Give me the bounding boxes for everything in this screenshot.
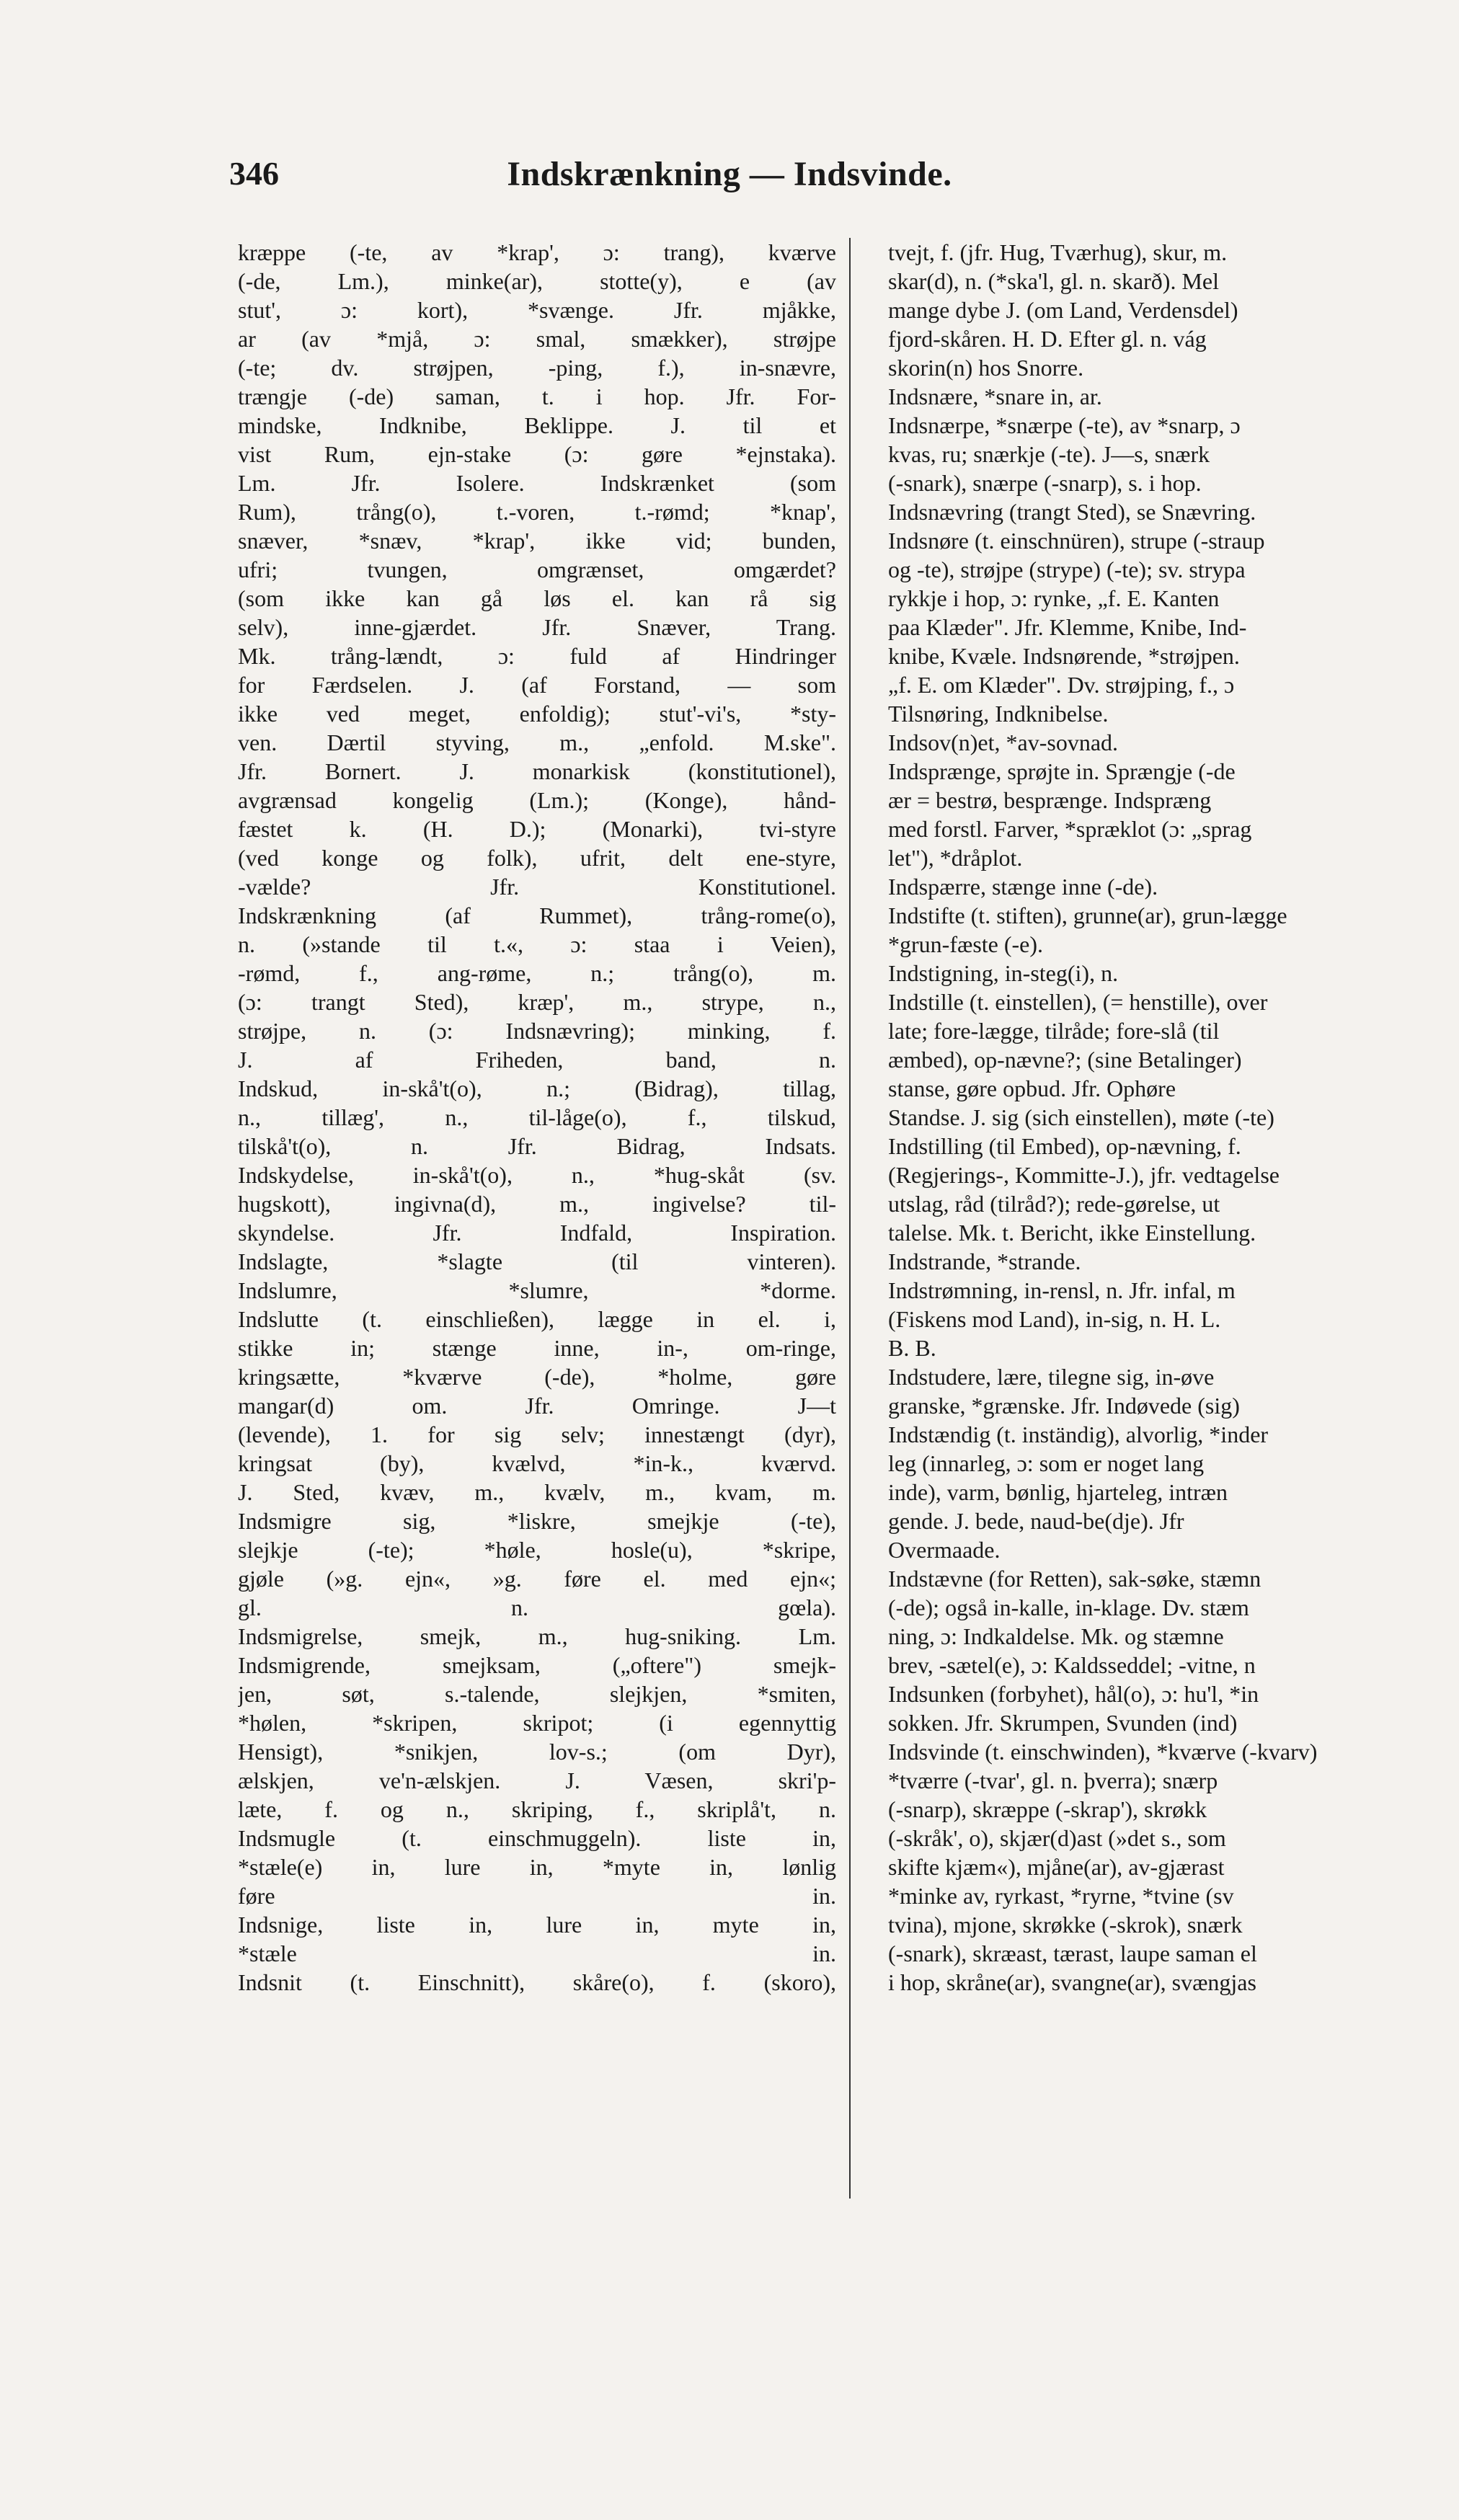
text-line: Indsmigrelse, smejk, m., hug-sniking. Lm. [238, 1623, 836, 1649]
text-line: let"), *dråplot. [888, 845, 1023, 871]
text-line: Indsunken (forbyhet), hål(o), ɔ: hu'l, *in [888, 1681, 1259, 1707]
text-line: (Fiskens mod Land), in-sig, n. H. L. [888, 1306, 1221, 1332]
text-line: (ved konge og folk), ufrit, delt ene-styre, [238, 845, 836, 871]
text-line: -rømd, f., ang-røme, n.; trång(o), m. [238, 960, 836, 986]
text-line: i hop, skråne(ar), svangne(ar), svængjas [888, 1969, 1256, 1995]
text-line: (-snark), snærpe (-snarp), s. i hop. [888, 470, 1202, 496]
text-line: Indskrænkning (af Rummet), trång-rome(o), [238, 902, 836, 928]
column-rule [849, 238, 851, 2199]
text-line: tilskå't(o), n. Jfr. Bidrag, Indsats. [238, 1133, 836, 1159]
text-line: *stæle(e) in, lure in, *myte in, lønlig [238, 1854, 836, 1880]
text-line: Indsprænge, sprøjte in. Sprængje (-de [888, 758, 1236, 784]
text-line: (Regjerings-, Kommitte-J.), jfr. vedtagelse [888, 1162, 1280, 1188]
left-column [238, 238, 836, 2184]
text-line: stanse, gøre opbud. Jfr. Ophøre [888, 1075, 1176, 1101]
text-line: selv), inne-gjærdet. Jfr. Snæver, Trang. [238, 614, 836, 640]
text-line: fjord-skåren. H. D. Efter gl. n. vág [888, 326, 1207, 352]
text-line: *minke av, ryrkast, *ryrne, *tvine (sv [888, 1883, 1234, 1909]
text-line: *hølen, *skripen, skripot; (i egennyttig [238, 1710, 836, 1736]
text-line: sokken. Jfr. Skrumpen, Svunden (ind) [888, 1710, 1238, 1736]
page-number: 346 [229, 155, 279, 192]
text-line: Indskydelse, in-skå't(o), n., *hug-skåt (sv. [238, 1162, 836, 1188]
text-line: kræppe (-te, av *krap', ɔ: trang), kværve [238, 239, 836, 265]
text-line: late; fore-lægge, tilråde; fore-slå (til [888, 1018, 1220, 1044]
text-line: Indstifte (t. stiften), grunne(ar), grun-lægge [888, 902, 1287, 928]
text-line: trængje (-de) saman, t. i hop. Jfr. For- [238, 383, 836, 409]
text-line: Indslagte, *slagte (til vinteren). [238, 1248, 836, 1274]
text-line: avgrænsad kongelig (Lm.); (Konge), hånd- [238, 787, 836, 813]
text-line: ælskjen, ve'n-ælskjen. J. Væsen, skri'p- [238, 1767, 836, 1793]
text-line: inde), varm, bønlig, hjarteleg, intræn [888, 1479, 1228, 1505]
text-line: læte, f. og n., skriping, f., skriplå't, n. [238, 1796, 836, 1822]
text-line: kvas, ru; snærkje (-te). J—s, snærk [888, 441, 1210, 467]
text-line: *grun-fæste (-e). [888, 931, 1044, 957]
text-line: snæver, *snæv, *krap', ikke vid; bunden, [238, 528, 836, 554]
text-line: n. (»stande til t.«, ɔ: staa i Veien), [238, 931, 836, 957]
text-line: leg (innarleg, ɔ: som er noget lang [888, 1450, 1205, 1476]
text-line: Indsnævring (trangt Sted), se Snævring. [888, 499, 1256, 525]
text-line: (-de); også in-kalle, in-klage. Dv. stæm [888, 1594, 1249, 1620]
text-line: brev, -sætel(e), ɔ: Kaldsseddel; -vitne, n [888, 1652, 1256, 1678]
text-line: Indstille (t. einstellen), (= henstille), over [888, 989, 1268, 1015]
text-line: (-snark), skræast, tærast, laupe saman el [888, 1940, 1257, 1966]
text-line: Indstilling (til Embed), op-nævning, f. [888, 1133, 1241, 1159]
text-line: (levende), 1. for sig selv; innestængt (dyr), [238, 1421, 836, 1447]
text-line: kringsat (by), kvælvd, *in-k., kværvd. [238, 1450, 836, 1476]
text-line: ufri; tvungen, omgrænset, omgærdet? [238, 556, 836, 582]
text-line: Hensigt), *snikjen, lov-s.; (om Dyr), [238, 1739, 836, 1765]
text-line: stikke in; stænge inne, in-, om-ringe, [238, 1335, 836, 1361]
text-line: (-skråk', o), skjær(d)ast (»det s., som [888, 1825, 1226, 1851]
text-line: skifte kjæm«), mjåne(ar), av-gjærast [888, 1854, 1225, 1880]
text-line: Indsmigre sig, *liskre, smejkje (-te), [238, 1508, 836, 1534]
text-line: (-snarp), skræppe (-skrap'), skrøkk [888, 1796, 1207, 1822]
text-line: J. af Friheden, band, n. [238, 1047, 836, 1073]
text-line: (-de, Lm.), minke(ar), stotte(y), e (av [238, 268, 836, 294]
running-head: Indskrænkning — Indsvinde. [507, 155, 952, 193]
text-line: ning, ɔ: Indkaldelse. Mk. og stæmne [888, 1623, 1224, 1649]
text-line: Indsnærpe, *snærpe (-te), av *snarp, ɔ [888, 412, 1241, 438]
text-line: æmbed), op-nævne?; (sine Betalinger) [888, 1047, 1242, 1073]
text-line: skar(d), n. (*ska'l, gl. n. skarð). Mel [888, 268, 1219, 294]
text-line: slejkje (-te); *høle, hosle(u), *skripe, [238, 1537, 836, 1563]
text-line: for Færdselen. J. (af Forstand, — som [238, 672, 836, 698]
text-line: ar (av *mjå, ɔ: smal, smækker), strøjpe [238, 326, 836, 352]
text-line: gl. n. gœla). [238, 1594, 836, 1620]
text-line: med forstl. Farver, *spræklot (ɔ: „sprag [888, 816, 1252, 842]
text-line: „f. E. om Klæder". Dv. strøjping, f., ɔ [888, 672, 1235, 698]
text-line: granske, *grænske. Jfr. Indøvede (sig) [888, 1393, 1240, 1419]
text-line: mangar(d) om. Jfr. Omringe. J—t [238, 1393, 836, 1419]
text-line: Indstændig (t. inständig), alvorlig, *inder [888, 1421, 1269, 1447]
text-line: Indstigning, in-steg(i), n. [888, 960, 1119, 986]
text-line: (ɔ: trangt Sted), kræp', m., strype, n., [238, 989, 836, 1015]
text-line: tvina), mjone, skrøkke (-skrok), snærk [888, 1912, 1243, 1938]
text-line: Indskud, in-skå't(o), n.; (Bidrag), tillag, [238, 1075, 836, 1101]
text-line: Indsnige, liste in, lure in, myte in, [238, 1912, 836, 1938]
text-line: utslag, råd (tilråd?); rede-gørelse, ut [888, 1191, 1220, 1217]
text-line: skyndelse. Jfr. Indfald, Inspiration. [238, 1220, 836, 1246]
text-line: hugskott), ingivna(d), m., ingivelse? til- [238, 1191, 836, 1217]
right-column [888, 238, 1459, 2199]
text-line: Indsnære, *snare in, ar. [888, 383, 1102, 409]
text-line: Indspærre, stænge inne (-de). [888, 874, 1158, 900]
text-line: (som ikke kan gå løs el. kan rå sig [238, 585, 836, 611]
text-line: Indstrande, *strande. [888, 1248, 1081, 1274]
text-line: Indsov(n)et, *av-sovnad. [888, 729, 1119, 755]
text-line: Indstudere, lære, tilegne sig, in-øve [888, 1364, 1215, 1390]
text-line: Mk. trång-lændt, ɔ: fuld af Hindringer [238, 643, 836, 669]
text-line: rykkje i hop, ɔ: rynke, „f. E. Kanten [888, 585, 1220, 611]
text-line: føre in. [238, 1883, 836, 1909]
text-line: fæstet k. (H. D.); (Monarki), tvi-styre [238, 816, 836, 842]
text-line: *stæle in. [238, 1940, 836, 1966]
text-line: (-te; dv. strøjpen, -ping, f.), in-snævre, [238, 355, 836, 381]
text-line: Indslumre, *slumre, *dorme. [238, 1277, 836, 1303]
text-line: Indstrømning, in-rensl, n. Jfr. infal, m [888, 1277, 1236, 1303]
text-line: Indsnit (t. Einschnitt), skåre(o), f. (skoro), [238, 1969, 836, 1995]
text-line: -vælde? Jfr. Konstitutionel. [238, 874, 836, 900]
text-line: stut', ɔ: kort), *svænge. Jfr. mjåkke, [238, 297, 836, 323]
text-line: paa Klæder". Jfr. Klemme, Knibe, Ind- [888, 614, 1247, 640]
text-line: strøjpe, n. (ɔ: Indsnævring); minking, f. [238, 1018, 836, 1044]
text-line: mange dybe J. (om Land, Verdensdel) [888, 297, 1238, 323]
text-line: gjøle (»g. ejn«, »g. føre el. med ejn«; [238, 1566, 836, 1592]
text-line: tvejt, f. (jfr. Hug, Tværhug), skur, m. [888, 239, 1228, 265]
text-line: jen, søt, s.-talende, slejkjen, *smiten, [238, 1681, 836, 1707]
text-line: Indsvinde (t. einschwinden), *kværve (-kvarv) [888, 1739, 1318, 1765]
text-line: knibe, Kvæle. Indsnørende, *strøjpen. [888, 643, 1240, 669]
text-line: Overmaade. [888, 1537, 1001, 1563]
text-line: n., tillæg', n., til-låge(o), f., tilskud, [238, 1104, 836, 1130]
text-line: B. B. [888, 1335, 936, 1361]
text-line: Tilsnøring, Indknibelse. [888, 701, 1109, 727]
text-line: ær = bestrø, besprænge. Indspræng [888, 787, 1212, 813]
text-line: ikke ved meget, enfoldig); stut'-vi's, *sty- [238, 701, 836, 727]
text-line: og -te), strøjpe (strype) (-te); sv. strypa [888, 556, 1246, 582]
text-line: talelse. Mk. t. Bericht, ikke Einstellung. [888, 1220, 1256, 1246]
text-line: Indsnøre (t. einschnüren), strupe (-straup [888, 528, 1265, 554]
text-line: skorin(n) hos Snorre. [888, 355, 1084, 381]
text-line: Lm. Jfr. Isolere. Indskrænket (som [238, 470, 836, 496]
text-line: Indsmugle (t. einschmuggeln). liste in, [238, 1825, 836, 1851]
text-line: gende. J. bede, naud-be(dje). Jfr [888, 1508, 1184, 1534]
text-line: Indslutte (t. einschließen), lægge in el. i, [238, 1306, 836, 1332]
text-line: J. Sted, kvæv, m., kvælv, m., kvam, m. [238, 1479, 836, 1505]
text-line: Indsmigrende, smejksam, („oftere") smejk- [238, 1652, 836, 1678]
text-line: *tværre (-tvar', gl. n. þverra); snærp [888, 1767, 1218, 1793]
text-line: vist Rum, ejn-stake (ɔ: gøre *ejnstaka). [238, 441, 836, 467]
text-line: Standse. J. sig (sich einstellen), møte (-te) [888, 1104, 1274, 1130]
text-line: kringsætte, *kværve (-de), *holme, gøre [238, 1364, 836, 1390]
text-line: Indstævne (for Retten), sak-søke, stæmn [888, 1566, 1261, 1592]
text-line: Rum), trång(o), t.-voren, t.-rømd; *knap', [238, 499, 836, 525]
text-line: mindske, Indknibe, Beklippe. J. til et [238, 412, 836, 438]
text-line: ven. Dærtil styving, m., „enfold. M.ske". [238, 729, 836, 755]
text-line: Jfr. Bornert. J. monarkisk (konstitutionel), [238, 758, 836, 784]
